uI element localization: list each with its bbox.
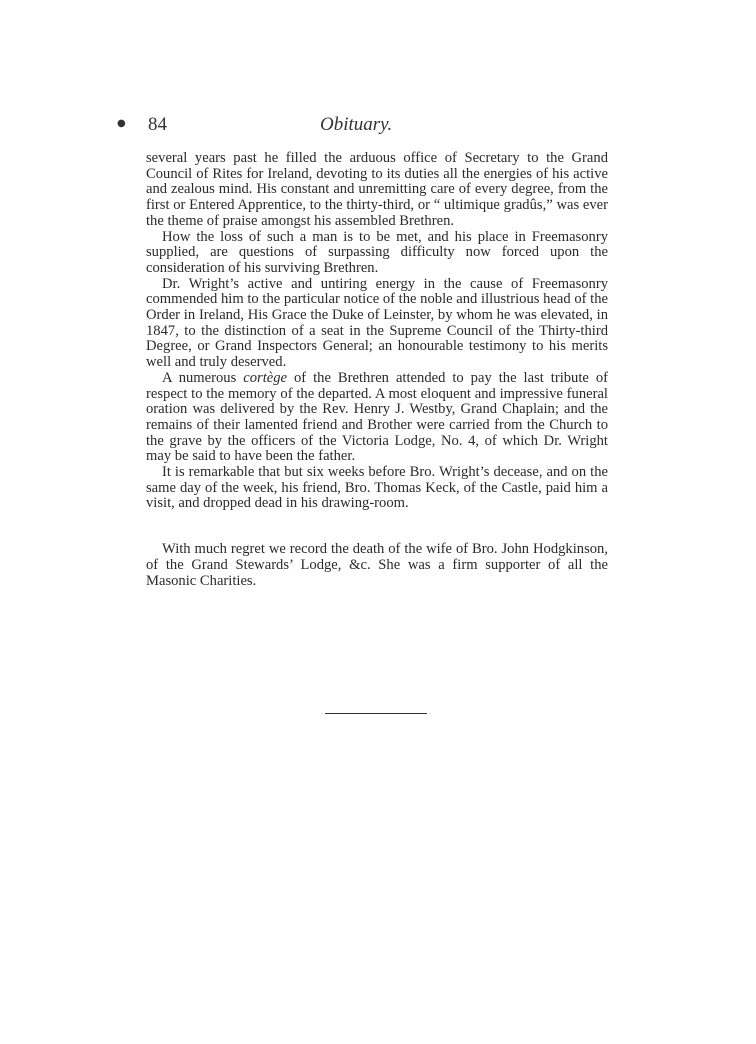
paragraph-remarkable: It is remarkable that but six weeks before Bro. Wright’s decease, and on the same day of the week, his friend, Bro. Thomas Keck, of the Castle, paid him a visit, and dropped dead in his drawing-room. (146, 464, 608, 512)
page-number: 84 (148, 114, 167, 135)
funeral-text-start: A numerous (162, 369, 244, 386)
paragraph-loss: How the loss of such a man is to be met, and his place in Freemasonry supplied, are questions of surpassing difficulty now forced upon the consideration of his surviving Brethren. (146, 228, 608, 276)
paragraph-funeral (146, 371, 608, 465)
funeral-text-end: of the Brethren attended to pay the last tribute of respect to the memory of the departed. A most eloquent and impressive funeral oration was delivered by the Rev. Henry J. Westby, Grand Chaplain; and the remains of their lamented friend and Brother were carried from the Church to the grave by the officers of the Victoria Lodge, No. 4, of which Dr. Wright may be said to have been the father. (146, 369, 608, 465)
page-mark: ● (117, 118, 126, 129)
paragraph-hodgkinson: With much regret we record the death of the wife of Bro. John Hodgkinson, of the Grand Stewards’ Lodge, &c. She was a firm supporter of all the Masonic Charities. (146, 541, 608, 589)
article-body (146, 151, 608, 589)
paragraph-energy: Dr. Wright’s active and untiring energy in the cause of Freemasonry commended him to the particular notice of the noble and illustrious head of the Order in Ireland, His Grace the Duke of Leinster, by whom he was elevated, in 1847, to the distinction of a seat in the Supreme Council of the Thirty-third Degree, or Grand Inspectors General; an honourable testimony to his merits well and truly deserved. (146, 275, 608, 371)
funeral-italic-word: cortège (243, 369, 288, 386)
paragraph-secretary: several years past he filled the arduous office of Secretary to the Grand Council of Rites for Ireland, devoting to its duties all the energies of his active and zealous mind. His constant and unremitting care of every degree, from the first or Entered Apprentice, to the thirty-third, or “ ultimique gradûs,” was ever the theme of praise amongst his assembled Brethren. (146, 150, 608, 229)
running-head: Obituary. (320, 114, 393, 135)
section-divider (325, 713, 427, 714)
